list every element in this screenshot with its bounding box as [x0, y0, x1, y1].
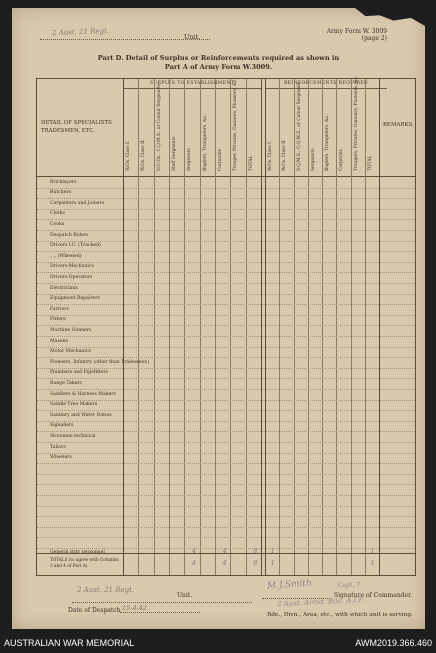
table-row	[37, 262, 415, 263]
table-row	[37, 442, 415, 443]
commander-signature: M.J.Smith	[266, 578, 313, 592]
col-divider-detail	[123, 79, 124, 575]
tally-mark: 4	[222, 548, 227, 555]
table-row	[37, 283, 415, 284]
archive-name: AUSTRALIAN WAR MEMORIAL	[4, 638, 135, 648]
blank-row	[37, 474, 415, 475]
table-row	[37, 368, 415, 369]
table-row	[37, 389, 415, 390]
col-divider	[336, 79, 337, 575]
tally-mark: 4	[192, 548, 196, 555]
table-row	[37, 198, 415, 199]
table-row	[37, 421, 415, 422]
col-divider	[200, 79, 201, 575]
detail-table	[36, 75, 416, 576]
blank-row	[37, 527, 415, 528]
reinf-col-header: Sergeants	[310, 148, 316, 171]
table-row	[37, 219, 415, 220]
table-row	[37, 315, 415, 316]
unit-line-bottom	[72, 593, 252, 603]
surplus-header: SURPLUS TO ESTABLISHMENT	[123, 79, 261, 89]
totals-divider	[37, 553, 415, 554]
tally-mark: 1	[270, 548, 275, 555]
table-row	[37, 410, 415, 411]
form-title-line1: Part D. Detail of Surplus or Reinforcements required as shown in	[97, 54, 340, 62]
signature-stamp: Capt. 7.	[338, 582, 362, 589]
col-divider	[294, 79, 295, 575]
archive-id: AWM2019.366.460	[355, 638, 432, 648]
blank-row	[37, 484, 415, 485]
remarks-header: REMARKS.	[383, 122, 414, 128]
col-divider-reinf-start	[265, 79, 266, 575]
col-divider	[365, 79, 366, 575]
blank-row	[37, 495, 415, 496]
trade-label: Despatch Riders	[50, 232, 89, 238]
brigade-handwriting: 2 Aust. Armd. Bde. A.I.F.	[276, 595, 365, 609]
table-row	[37, 378, 415, 379]
totals-label: TOTALS (to agree with Columns 3 and 4 of Part A)	[50, 557, 119, 568]
unit-handwriting: 2 Aust. 21 Regt.	[51, 27, 110, 37]
totals-mark: 1	[370, 560, 375, 567]
reinf-col-header: TOTAL	[367, 155, 373, 171]
trade-label: Bricklayers	[50, 179, 77, 185]
trade-label: Farriers	[50, 306, 69, 312]
totals-mark: 1	[270, 560, 275, 567]
totals-mark: 4	[192, 560, 196, 567]
table-row	[37, 230, 415, 231]
surplus-col-header: Corporals	[218, 149, 223, 171]
trade-label: Saddlers & Harness Makers	[50, 391, 116, 397]
trade-label: Storemen technical	[50, 433, 96, 439]
table-row	[37, 431, 415, 432]
trade-label: Drivers-Mechanics	[50, 264, 94, 270]
col-divider	[184, 79, 185, 575]
table-row	[37, 453, 415, 454]
despatch-line	[120, 612, 200, 613]
trade-label: „ „ (Wheeled)	[50, 253, 82, 259]
tally-mark: 8	[253, 548, 258, 555]
surplus-col-header: Staff Sergeants	[172, 136, 177, 171]
table-row	[37, 188, 415, 189]
col-divider	[230, 79, 231, 575]
surplus-col-header: W.Os. Class I.	[126, 140, 131, 171]
trade-label: Range Takers	[50, 380, 82, 386]
col-divider-remarks	[379, 79, 380, 575]
col-divider	[169, 79, 170, 575]
form-reference	[327, 28, 387, 42]
trade-label: Drivers-Operators	[50, 274, 93, 280]
detail-header: DETAIL OF SPECIALISTS TRADESMEN, ETC.	[41, 120, 112, 134]
torn-corner	[355, 8, 425, 26]
table-row	[37, 272, 415, 273]
trade-label: Cooks	[50, 221, 65, 227]
trade-label: Wheelers	[50, 455, 72, 461]
table-row	[37, 357, 415, 358]
form-title-line2: Part A of Army Form W.3009.	[164, 63, 273, 71]
trade-label: Plumbers and Pipefitters	[50, 370, 108, 376]
blank-row	[37, 537, 415, 538]
reinf-col-header: S.Q.M.S., C.Q.M.S., or Colour Sergeants	[296, 81, 302, 171]
trade-label: Equipment Repairers	[50, 296, 100, 302]
reinf-col-header: Corporals	[339, 149, 345, 171]
col-divider	[351, 79, 352, 575]
trade-label: Drivers I.C. (Tracked)	[50, 243, 101, 249]
despatch-label: Date of Despatch	[68, 607, 121, 614]
col-divider	[154, 79, 155, 575]
surplus-col-header: N.C.Os., C.Q.M.S., or Colour Sergeants	[156, 84, 162, 171]
signature-label: Signature of Commander.	[334, 592, 413, 599]
surplus-col-header: Sergeants	[187, 148, 193, 171]
col-divider	[215, 79, 216, 575]
trade-label: Sanitary and Water Duties	[50, 412, 112, 418]
trade-label: Signallers	[50, 423, 74, 429]
col-divider	[308, 79, 309, 575]
despatch-date: 15-4-42	[122, 604, 148, 612]
col-divider	[322, 79, 323, 575]
caption-bar	[0, 629, 436, 653]
table-row	[37, 400, 415, 401]
trade-label: Machine Gunners	[50, 327, 92, 333]
reinf-col-header: W.Os. Class I.	[268, 140, 273, 171]
col-divider	[246, 79, 247, 575]
form-page	[12, 8, 425, 629]
col-divider	[279, 79, 280, 575]
table-row	[37, 347, 415, 348]
reinf-col-header: Troopers, Privates, Gunners, Pioneers, &c.	[353, 75, 359, 171]
table-row	[37, 251, 415, 252]
trade-label: Motor Mechanics	[50, 349, 91, 355]
trade-label: Carpenters and Joiners	[50, 200, 105, 206]
trade-label: Fitters	[50, 317, 66, 323]
col-divider	[138, 79, 139, 575]
totals-mark: 8	[253, 560, 258, 567]
table-row	[37, 209, 415, 210]
trade-label: Butchers	[50, 190, 71, 196]
table-row	[37, 294, 415, 295]
col-divider-surplus-end	[261, 79, 262, 575]
brigade-label: Bde., Divn., Area, etc., with which unit is serving.	[267, 612, 413, 618]
reinforcements-header: REINFORCEMENTS REQUIRED	[265, 79, 387, 89]
surplus-col-header: Buglers, Trumpeters, &c.	[202, 114, 208, 171]
surplus-col-header: TOTAL	[248, 155, 254, 171]
table-row	[37, 325, 415, 326]
trade-label: Masons	[50, 338, 68, 344]
table-row	[37, 241, 415, 242]
unit-label: Unit.	[184, 33, 201, 41]
surplus-col-header: W.Os. Class II.	[141, 139, 147, 171]
table-row	[37, 336, 415, 337]
blank-row	[37, 506, 415, 507]
reinf-col-header: Buglers, Trumpeters, &c.	[325, 114, 330, 171]
unit-handwriting-bottom: 2 Aust. 21 Regt.	[77, 586, 135, 594]
trade-label: Tailors	[50, 444, 66, 450]
totals-mark: 4	[222, 560, 227, 567]
table-row	[37, 463, 415, 464]
blank-row	[37, 516, 415, 517]
reinf-col-header: W.Os. Class II.	[282, 139, 288, 171]
trade-label: Pioneers, Infantry (other than Tradesmen)	[50, 359, 150, 365]
general-duty-label: General duty personnel	[50, 550, 105, 555]
header-divider	[37, 176, 415, 177]
unit-label-bottom: Unit.	[177, 592, 193, 599]
trade-label: Saddle Tree Makers	[50, 402, 98, 408]
trade-label: Electricians	[50, 285, 78, 291]
surplus-col-header: Trooper, Privates, Gunners, Pioneers, &c.	[233, 78, 239, 171]
form-ref-1: Army Form W. 3009	[326, 28, 387, 35]
form-ref-2: (page 2)	[361, 35, 387, 42]
tally-mark: 1	[370, 548, 375, 555]
table-row	[37, 304, 415, 305]
trade-label: Clerks	[50, 211, 66, 217]
